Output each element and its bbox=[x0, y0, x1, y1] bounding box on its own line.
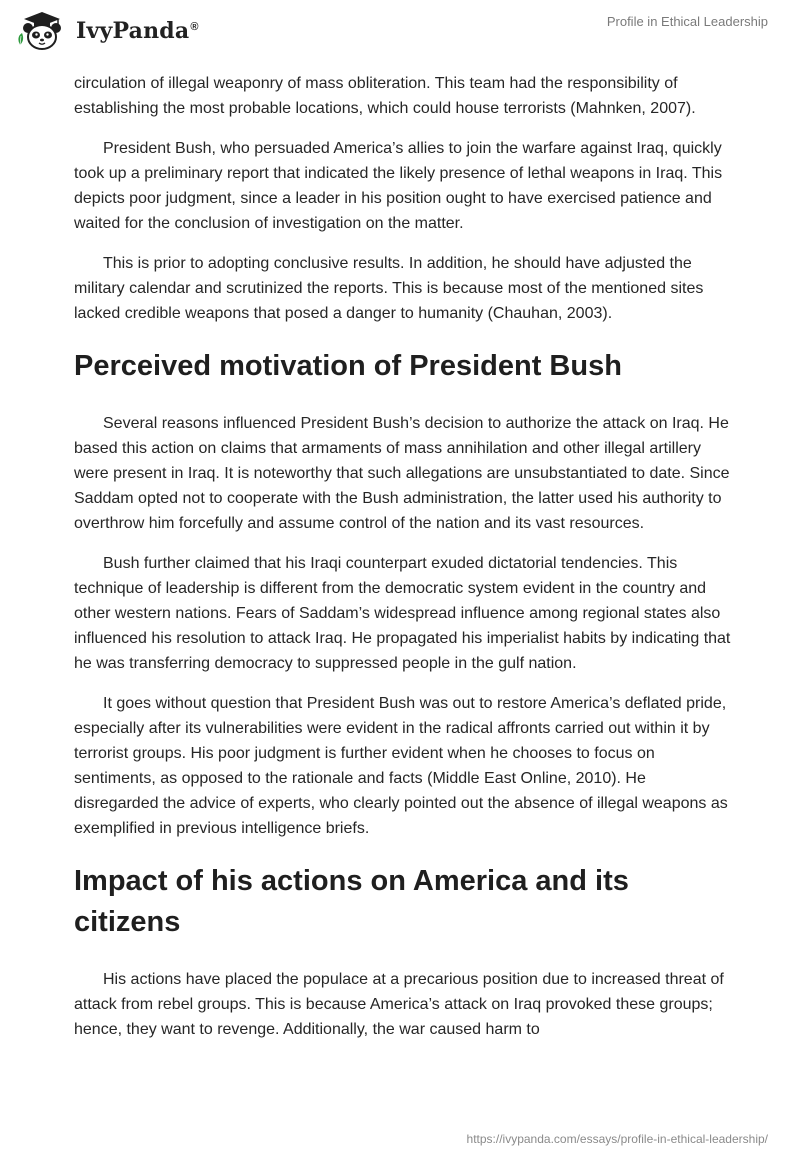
paragraph: Bush further claimed that his Iraqi counterpart exuded dictatorial tendencies. This technique of leadership is different from the democratic system evident in the country and other western nations. Fears of Saddam’s widespread influence among regional states also influenced his resolution to attack Iraq. He propagated his imperialist habits by indicating that he was transferring democracy to suppressed people in the gulf nation. bbox=[74, 555, 731, 672]
paragraph: circulation of illegal weaponry of mass obliteration. This team had the responsibility of establishing the most probable locations, which could house terrorists (Mahnken, 2007). bbox=[74, 75, 696, 117]
panda-graduate-icon bbox=[14, 9, 68, 53]
section-heading: Impact of his actions on America and its citizens bbox=[74, 865, 629, 938]
section-heading: Perceived motivation of President Bush bbox=[74, 350, 622, 382]
paragraph: His actions have placed the populace at a precarious position due to increased threat of attack from rebel groups. This is because America’s attack on Iraq provoked these groups; hence, they want to revenge. Additionally, the war caused harm to bbox=[74, 971, 724, 1038]
paragraph: Several reasons influenced President Bush’s decision to authorize the attack on Iraq. He based this action on claims that armaments of mass annihilation and other illegal artillery were present in Iraq. It is noteworthy that such allegations are unsubstantiated to date. Since Saddam opted not to cooperate with the Bush administration, the latter used his authority to overthrow him forcefully and assume control of the nation and its vast resources. bbox=[74, 415, 730, 532]
document-title: Profile in Ethical Leadership bbox=[606, 14, 768, 29]
source-url[interactable]: https://ivypanda.com/essays/profile-in-ethical-leadership/ bbox=[466, 1132, 768, 1146]
registered-mark: ® bbox=[190, 20, 199, 33]
paragraph: President Bush, who persuaded America’s allies to join the warfare against Iraq, quickly took up a preliminary report that indicated the likely presence of lethal weapons in Iraq. This depicts poor judgment, since a leader in his position ought to have exercised patience and waited for the conclusion of investigation on the matter. bbox=[74, 140, 723, 232]
brand-name: IvyPanda® bbox=[76, 18, 199, 44]
brand-logo[interactable] bbox=[14, 9, 199, 53]
paragraph: It goes without question that President Bush was out to restore America’s deflated pride, especially after its vulnerabilities were evident in the radical affronts carried out within it by terrorist groups. His poor judgment is further evident when he chooses to focus on sentiments, as opposed to the rationale and facts (Middle East Online, 2010). He disregarded the advice of experts, who clearly pointed out the absence of illegal weapons as exemplified in previous intelligence briefs. bbox=[74, 695, 728, 837]
paragraph: This is prior to adopting conclusive results. In addition, he should have adjusted the military calendar and scrutinized the reports. This is because most of the mentioned sites lacked credible weapons that posed a danger to humanity (Chauhan, 2003). bbox=[74, 255, 704, 322]
article-body bbox=[74, 71, 734, 1057]
page-header bbox=[0, 0, 800, 64]
